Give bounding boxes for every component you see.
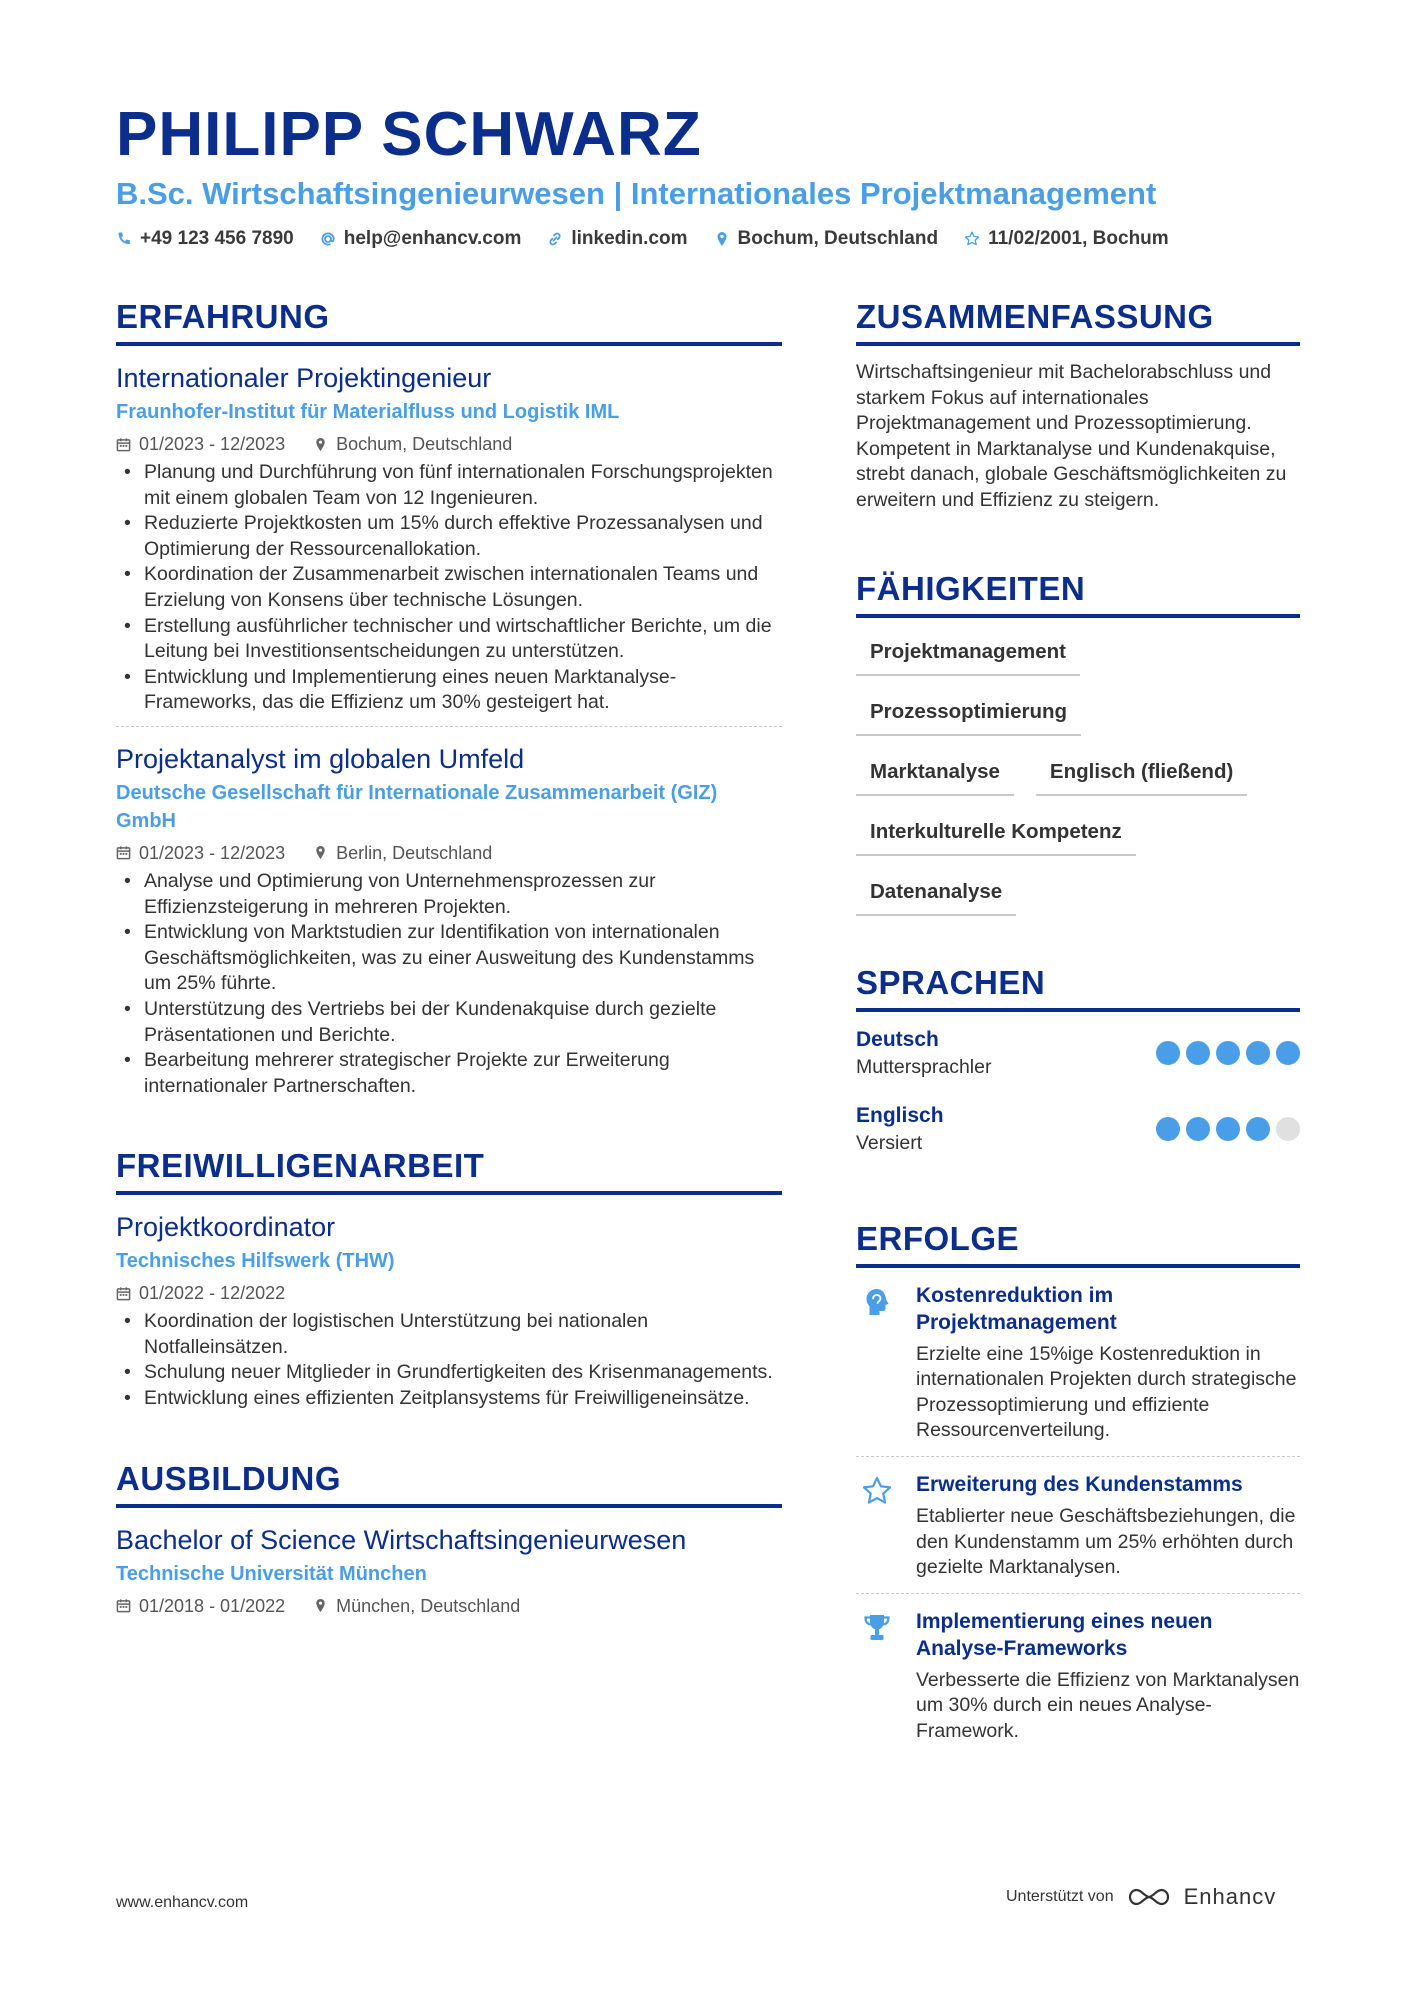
education-location-text: München, Deutschland <box>336 1595 521 1616</box>
job-dates-text: 01/2023 - 12/2023 <box>139 434 286 454</box>
language-name: Deutsch <box>856 1027 939 1051</box>
job-dates-text: 01/2023 - 12/2023 <box>139 842 286 863</box>
skill-tag: Datenanalyse <box>856 872 1016 916</box>
candidate-name: PHILIPP SCHWARZ <box>116 100 702 169</box>
job-bullet: • Bearbeitung mehrerer strategischer Projekte zur Erweiterung internationaler Partnerschaften. <box>116 1048 782 1099</box>
achievement-divider <box>856 1456 1300 1457</box>
volunteer-heading: FREIWILLIGENARBEIT <box>116 1145 782 1195</box>
job-bullets <box>116 869 782 1099</box>
contact-birth <box>964 228 1169 250</box>
summary-heading: ZUSAMMENFASSUNG <box>856 296 1300 346</box>
language-item <box>856 1026 1300 1080</box>
left-column <box>116 296 782 1618</box>
calendar-icon <box>116 1286 131 1301</box>
education-dates-text: 01/2018 - 01/2022 <box>139 1595 286 1616</box>
contact-email[interactable] <box>320 228 522 250</box>
job-meta <box>116 841 782 865</box>
calendar-icon <box>116 437 131 452</box>
achievement-item <box>856 1282 1300 1456</box>
calendar-icon <box>116 1598 131 1613</box>
volunteer-role: Projektkoordinator <box>116 1212 336 1243</box>
contact-birth-text: 11/02/2001, Bochum <box>988 228 1169 249</box>
experience-entry <box>116 360 782 716</box>
achievement-desc: Verbesserte die Effizienz von Marktanalysen um 30% durch ein neues Analyse-Framework. <box>916 1668 1300 1742</box>
volunteer-bullets <box>116 1309 782 1411</box>
achievement-item <box>856 1608 1300 1757</box>
company-name: Fraunhofer-Institut für Materialfluss und Logistik IML <box>116 401 620 423</box>
location-icon <box>313 845 328 860</box>
school: Technische Universität München <box>116 1562 427 1585</box>
achievement-title: Erweiterung des Kundenstamms <box>916 1472 1243 1496</box>
footer-website[interactable]: www.enhancv.com <box>116 1894 249 1911</box>
rating-dot-filled <box>1246 1041 1270 1065</box>
education-location <box>313 1594 520 1618</box>
language-name: Englisch <box>856 1103 944 1127</box>
job-bullet: • Planung und Durchführung von fünf internationalen Forschungsprojekten mit einem globalen Team von 12 Ingenieuren. <box>116 460 782 511</box>
volunteer-dates <box>116 1281 285 1305</box>
degree: Bachelor of Science Wirtschaftsingenieurwesen <box>116 1524 687 1555</box>
head-icon <box>861 1286 893 1318</box>
achievement-divider <box>856 1593 1300 1594</box>
job-bullet: • Analyse und Optimierung von Unternehmensprozessen zur Effizienzsteigerung in mehreren Projekten. <box>116 869 782 920</box>
contact-location <box>714 228 939 250</box>
achievement-desc: Etablierter neue Geschäftsbeziehungen, die den Kundenstamm um 25% erhöhten durch gezielte Marktanalysen. <box>916 1504 1296 1579</box>
achievement-title: Kostenreduktion im Projektmanagement <box>916 1283 1117 1334</box>
job-bullets <box>116 460 782 716</box>
star-icon <box>964 231 980 247</box>
job-location <box>313 432 512 456</box>
job-meta <box>116 432 782 456</box>
education-meta <box>116 1594 782 1618</box>
enhancv-logo-icon <box>1126 1885 1172 1909</box>
job-bullet: • Reduzierte Projektkosten um 15% durch effektive Prozessanalysen und Optimierung der Ressourcenallokation. <box>116 511 782 562</box>
brand-name: Enhancv <box>1183 1884 1277 1909</box>
job-bullet: • Unterstützung des Vertriebs bei der Kundenakquise durch gezielte Präsentationen und Berichte. <box>116 997 782 1048</box>
skill-tag: Marktanalyse <box>856 752 1014 796</box>
education-entry <box>116 1522 782 1618</box>
job-bullet: • Koordination der Zusammenarbeit zwischen internationalen Teams und Erzielung von Konsens über technische Lösungen. <box>116 562 782 613</box>
rating-dot-filled <box>1276 1041 1300 1065</box>
volunteer-bullet: • Schulung neuer Mitglieder in Grundfertigkeiten des Krisenmanagements. <box>116 1360 782 1386</box>
language-item <box>856 1102 1300 1156</box>
experience-entry <box>116 741 782 1099</box>
volunteer-bullet: • Entwicklung eines effizienten Zeitplansystems für Freiwilligeneinsätze. <box>116 1386 782 1412</box>
rating-dot-filled <box>1156 1117 1180 1141</box>
contact-linkedin-text: linkedin.com <box>571 228 688 249</box>
rating-dot-empty <box>1276 1117 1300 1141</box>
footer-powered-by[interactable] <box>1006 1884 1276 1910</box>
language-rating <box>1156 1117 1300 1141</box>
volunteer-org: Technisches Hilfswerk (THW) <box>116 1250 395 1273</box>
contact-bar <box>116 228 1169 250</box>
volunteer-meta <box>116 1281 782 1305</box>
trophy-icon <box>861 1612 893 1644</box>
skill-tag: Prozessoptimierung <box>856 692 1081 736</box>
experience-heading: ERFAHRUNG <box>116 296 782 346</box>
link-icon <box>547 231 563 247</box>
achievement-title: Implementierung eines neuen Analyse-Frameworks <box>916 1609 1213 1660</box>
rating-dot-filled <box>1216 1117 1240 1141</box>
education-dates <box>116 1594 285 1618</box>
calendar-icon <box>116 845 131 860</box>
job-location <box>313 841 492 865</box>
achievements-heading: ERFOLGE <box>856 1218 1300 1268</box>
location-icon <box>313 1598 328 1613</box>
contact-phone-text: +49 123 456 7890 <box>140 228 294 249</box>
job-location-text: Berlin, Deutschland <box>336 842 493 863</box>
right-column <box>856 296 1300 1757</box>
contact-linkedin[interactable] <box>547 228 687 250</box>
contact-email-text: help@enhancv.com <box>343 228 522 249</box>
job-dates <box>116 841 285 865</box>
rating-dot-filled <box>1246 1117 1270 1141</box>
job-bullet: • Entwicklung und Implementierung eines neuen Marktanalyse-Frameworks, das die Effizienz um 30% gesteigert hat. <box>116 665 782 716</box>
rating-dot-filled <box>1186 1117 1210 1141</box>
education-heading: AUSBILDUNG <box>116 1458 782 1508</box>
achievement-desc: Erzielte eine 15%ige Kostenreduktion in internationalen Projekten durch strategische Prozessoptimierung und effiziente Ressourcenverteilung. <box>916 1342 1297 1442</box>
contact-phone[interactable] <box>116 228 294 250</box>
language-level: Muttersprachler <box>856 1055 992 1078</box>
job-dates <box>116 432 285 456</box>
skill-tag: Interkulturelle Kompetenz <box>856 812 1136 856</box>
company-name: Deutsche Gesellschaft für Internationale Zusammenarbeit (GIZ) GmbH <box>116 781 718 832</box>
location-icon <box>313 437 328 452</box>
at-icon <box>320 231 336 247</box>
skill-tag: Englisch (fließend) <box>1036 752 1247 796</box>
rating-dot-filled <box>1216 1041 1240 1065</box>
language-rating <box>1156 1041 1300 1065</box>
languages-heading: SPRACHEN <box>856 962 1300 1012</box>
candidate-headline: B.Sc. Wirtschaftsingenieurwesen | Internationales Projektmanagement <box>116 176 1157 211</box>
location-icon <box>714 231 730 247</box>
job-title: Projektanalyst im globalen Umfeld <box>116 743 525 774</box>
volunteer-dates-text: 01/2022 - 12/2022 <box>139 1283 286 1304</box>
rating-dot-filled <box>1156 1041 1180 1065</box>
job-title: Internationaler Projektingenieur <box>116 363 492 393</box>
rating-dot-filled <box>1186 1041 1210 1065</box>
star-icon <box>861 1475 893 1507</box>
volunteer-bullet: • Koordination der logistischen Unterstützung bei nationalen Notfalleinsätzen. <box>116 1309 782 1360</box>
skills-list <box>856 632 1300 932</box>
achievement-item <box>856 1471 1300 1593</box>
language-level: Versiert <box>856 1131 923 1154</box>
phone-icon <box>116 231 132 247</box>
entry-divider <box>116 726 782 727</box>
powered-by-label: Unterstützt von <box>1006 1888 1114 1905</box>
job-location-text: Bochum, Deutschland <box>336 434 513 454</box>
summary-text: Wirtschaftsingenieur mit Bachelorabschluss und starkem Fokus auf internationales Projektmanagement und Prozessoptimierung. Kompetent in Marktanalyse und Kundenakquise, strebt danach, globale Geschäftsmöglichkeiten zu erweitern und Effizienz zu steigern. <box>856 361 1287 511</box>
skills-heading: FÄHIGKEITEN <box>856 568 1300 618</box>
skill-tag: Projektmanagement <box>856 632 1080 676</box>
volunteer-entry <box>116 1209 782 1411</box>
job-bullet: • Erstellung ausführlicher technischer und wirtschaftlicher Berichte, um die Leitung bei Investitionsentscheidungen zu unterstützen. <box>116 614 782 665</box>
contact-location-text: Bochum, Deutschland <box>737 228 939 249</box>
job-bullet: • Entwicklung von Marktstudien zur Identifikation von internationalen Geschäftsmöglichkeiten, was zu einer Ausweitung des Kundenstamms um 25% führte. <box>116 920 782 997</box>
